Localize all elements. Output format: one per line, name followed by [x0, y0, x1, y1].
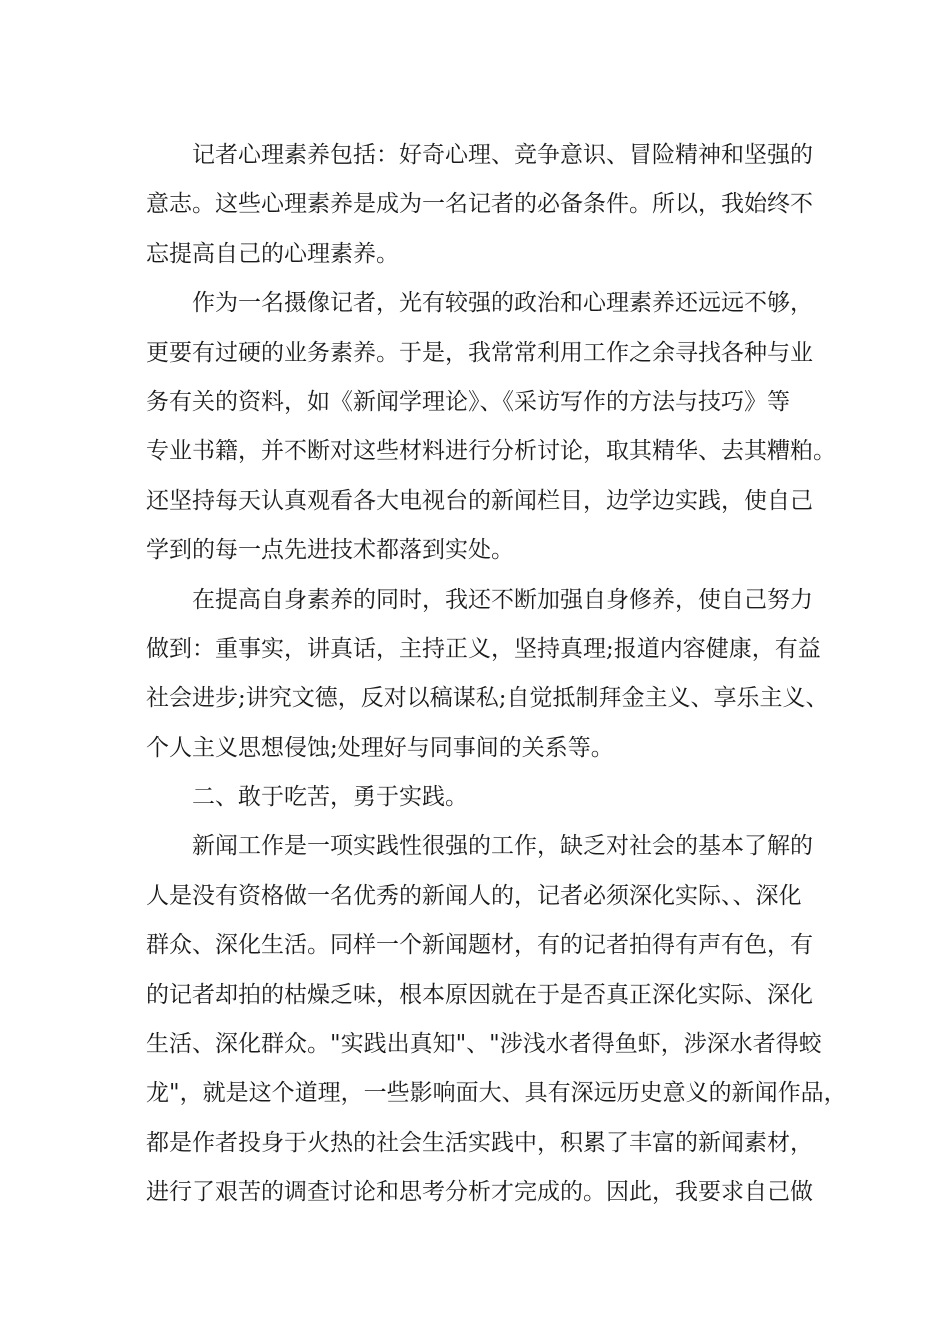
text-line: 个人主义思想侵蚀;处理好与同事间的关系等。	[146, 734, 614, 761]
paragraph-mental-quality	[146, 131, 826, 279]
text-line: 都是作者投身于火热的社会生活实践中，积累了丰富的新闻素材，	[146, 1129, 813, 1156]
text-line: 专业书籍，并不断对这些材料进行分析讨论，取其精华、去其糟粕。	[146, 438, 836, 465]
text-line: 社会进步;讲究文德，反对以稿谋私;自觉抵制拜金主义、享乐主义、	[146, 685, 829, 712]
paragraph-practice	[146, 822, 847, 1217]
text-line: 学到的每一点先进技术都落到实处。	[146, 537, 514, 564]
paragraph-self-cultivation	[146, 576, 829, 774]
text-line: 生活、深化群众。"实践出真知"、"涉浅水者得鱼虾，涉深水者得蛟	[146, 1031, 822, 1058]
text-line: 记者心理素养包括：好奇心理、竞争意识、冒险精神和坚强的	[192, 142, 813, 168]
section-heading-text: 二、敢于吃苦，勇于实践。	[192, 784, 468, 811]
text-line: 忘提高自己的心理素养。	[146, 240, 399, 267]
text-line: 群众、深化生活。同样一个新闻题材，有的记者拍得有声有色，有	[146, 932, 813, 959]
text-line: 新闻工作是一项实践性很强的工作，缺乏对社会的基本了解的	[192, 833, 813, 860]
text-line: 在提高自身素养的同时，我还不断加强自身修养，使自己努力	[192, 586, 813, 613]
text-line: 的记者却拍的枯燥乏味，根本原因就在于是否真正深化实际、深化	[146, 981, 813, 1008]
text-line: 更要有过硬的业务素养。于是，我常常利用工作之余寻找各种与业	[146, 339, 813, 366]
section-heading	[146, 773, 826, 822]
text-line: 人是没有资格做一名优秀的新闻人的，记者必须深化实际、、深化	[146, 882, 802, 909]
document-body	[146, 131, 847, 1218]
text-line: 还坚持每天认真观看各大电视台的新闻栏目，边学边实践，使自己	[146, 487, 813, 514]
text-line: 做到：重事实，讲真话，主持正义，坚持真理;报道内容健康，有益	[146, 635, 821, 662]
text-line: 务有关的资料，如《新闻学理论》、《采访写作的方法与技巧》等	[146, 388, 790, 415]
text-line: 作为一名摄像记者，光有较强的政治和心理素养还远远不够，	[192, 290, 813, 317]
paragraph-professional-quality	[146, 279, 836, 575]
text-line: 龙"，就是这个道理，一些影响面大、具有深远历史意义的新闻作品，	[146, 1080, 847, 1107]
text-line: 意志。这些心理素养是成为一名记者的必备条件。所以，我始终不	[146, 191, 813, 218]
text-line: 进行了艰苦的调查讨论和思考分析才完成的。因此，我要求自己做	[146, 1179, 813, 1206]
